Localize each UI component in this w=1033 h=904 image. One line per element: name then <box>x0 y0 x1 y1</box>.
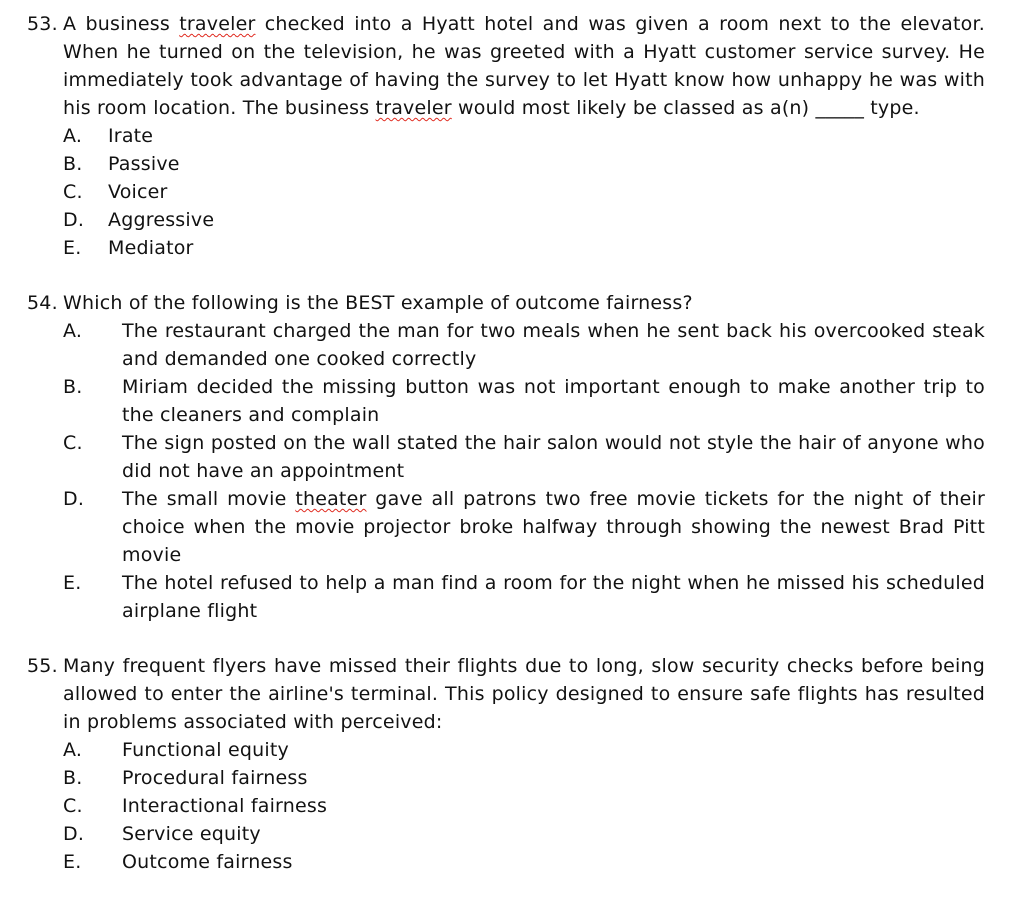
option-letter: B. <box>63 376 83 398</box>
question-number: 53. <box>27 13 58 35</box>
option-row-d <box>63 206 985 234</box>
options-list <box>63 122 985 262</box>
option-letter: C. <box>63 181 83 203</box>
option-row-a <box>63 736 985 764</box>
option-letter: A. <box>63 125 83 147</box>
stem-text: checked into a Hyatt hotel and was given a room next to the elevator. When he turned on the television, he was greeted with a Hyatt customer service survey. He immediately took advantage of having the survey to let Hyatt know how unhappy he was with his room location. The business <box>63 13 985 119</box>
question-55 <box>27 652 985 876</box>
option-row-a <box>63 317 985 373</box>
option-text-part: The hotel refused to help a man find a room for the night when he missed his scheduled airplane flight <box>122 572 985 622</box>
question-stem-row <box>27 289 985 317</box>
option-row-e <box>63 848 985 876</box>
options-list <box>63 736 985 876</box>
option-letter: E. <box>63 572 82 594</box>
option-text: Aggressive <box>108 209 215 231</box>
option-letter: D. <box>63 209 85 231</box>
option-letter: C. <box>63 432 83 454</box>
question-stem <box>63 652 985 736</box>
option-letter: A. <box>63 320 83 342</box>
option-row-b <box>63 764 985 792</box>
option-text: Service equity <box>122 823 261 845</box>
option-row-e <box>63 569 985 625</box>
option-text: Irate <box>108 125 154 147</box>
options-list <box>63 317 985 625</box>
option-text: Outcome fairness <box>122 851 293 873</box>
option-text: Mediator <box>108 237 194 259</box>
question-stem-row <box>27 652 985 736</box>
option-text: Passive <box>108 153 180 175</box>
option-text-part: The restaurant charged the man for two meals when he sent back his overcooked steak and demanded one cooked correctly <box>122 320 985 370</box>
option-text: Interactional fairness <box>122 795 328 817</box>
option-letter: A. <box>63 739 83 761</box>
stem-text: Which of the following is the BEST example of outcome fairness? <box>63 292 693 314</box>
option-text <box>122 485 985 569</box>
option-row-b <box>63 373 985 429</box>
option-text <box>122 569 985 625</box>
option-text <box>122 317 985 373</box>
stem-text: A business <box>63 13 180 35</box>
option-text <box>122 373 985 429</box>
option-row-a <box>63 122 985 150</box>
option-text: Procedural fairness <box>122 767 308 789</box>
option-row-e <box>63 234 985 262</box>
stem-text: Many frequent flyers have missed their flights due to long, slow security checks before being allowed to enter the airline's terminal. This policy designed to ensure safe flights has resulted in problems associated with perceived: <box>63 655 985 733</box>
option-letter: E. <box>63 851 82 873</box>
misspelled-word: traveler <box>179 13 256 35</box>
question-53 <box>27 10 985 262</box>
option-text: Voicer <box>108 181 168 203</box>
option-text <box>122 429 985 485</box>
question-stem <box>63 289 985 317</box>
misspelled-word: theater <box>295 488 367 510</box>
option-row-c <box>63 792 985 820</box>
stem-text: would most likely be classed as a(n) _____ type. <box>451 97 920 119</box>
question-stem-row <box>27 10 985 122</box>
question-stem <box>63 10 985 122</box>
option-row-c <box>63 178 985 206</box>
option-letter: B. <box>63 767 83 789</box>
option-letter: C. <box>63 795 83 817</box>
option-row-d <box>63 820 985 848</box>
option-row-c <box>63 429 985 485</box>
option-letter: D. <box>63 488 85 510</box>
option-text-part: gave all patrons two free movie tickets for the night of their choice when the movie projector broke halfway through showing the newest Brad Pitt movie <box>122 488 986 566</box>
question-54 <box>27 289 985 625</box>
question-number: 55. <box>27 655 58 677</box>
question-number: 54. <box>27 292 58 314</box>
option-row-d <box>63 485 985 569</box>
option-letter: B. <box>63 153 83 175</box>
option-letter: E. <box>63 237 82 259</box>
option-row-b <box>63 150 985 178</box>
option-text-part: The small movie <box>122 488 296 510</box>
option-letter: D. <box>63 823 85 845</box>
misspelled-word: traveler <box>375 97 452 119</box>
option-text: Functional equity <box>122 739 289 761</box>
option-text-part: Miriam decided the missing button was not important enough to make another trip to the cleaners and complain <box>122 376 985 426</box>
option-text-part: The sign posted on the wall stated the hair salon would not style the hair of anyone who did not have an appointment <box>122 432 985 482</box>
